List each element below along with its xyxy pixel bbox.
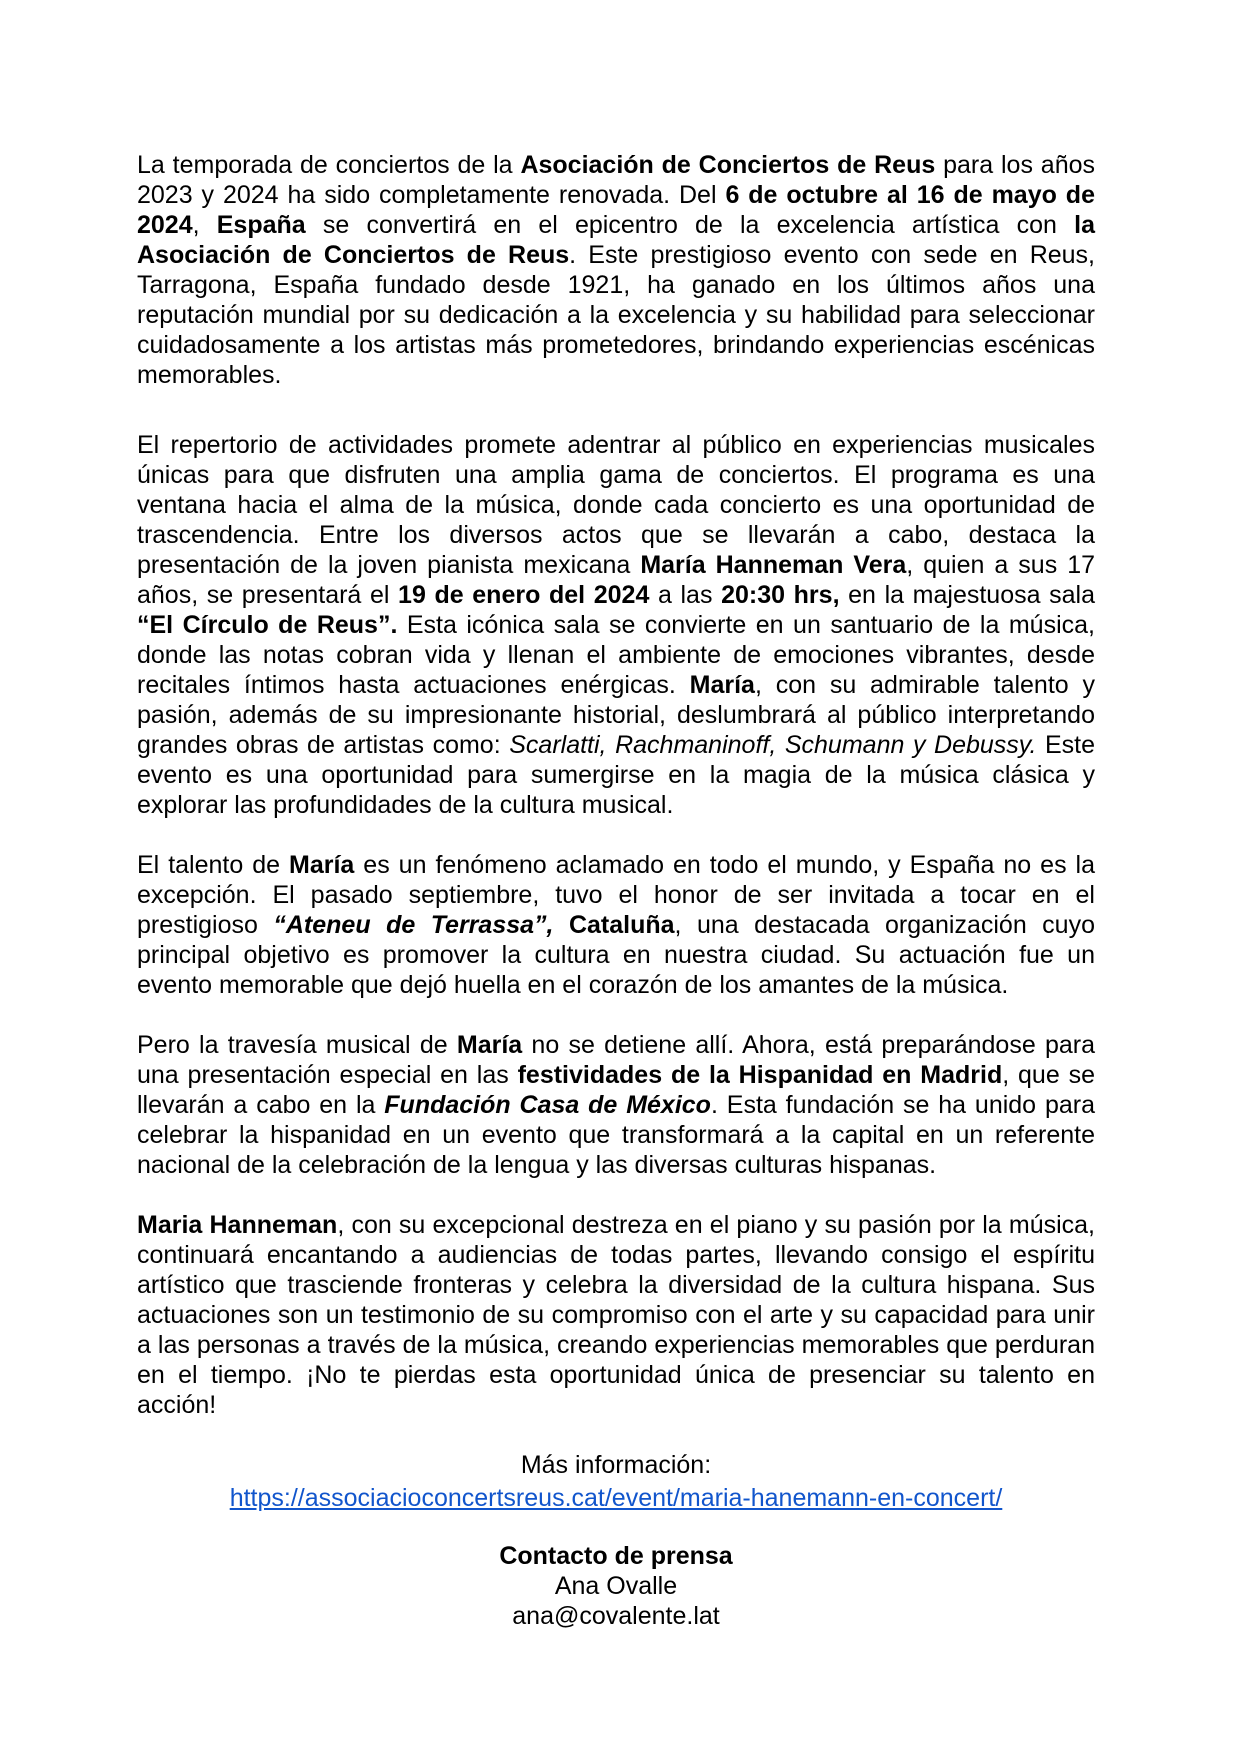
paragraph-repertoire-concert bbox=[137, 430, 1095, 820]
text-run: es un fenómeno aclamado en todo el mundo, y España no es la excepción. El pasado septiembre, tuvo el honor de ser invitada a tocar en el prestigioso bbox=[137, 851, 1096, 939]
text-run: Cataluña bbox=[568, 911, 675, 939]
more-info-link[interactable]: https://associacioconcertsreus.cat/event/maria-hanemann-en-concert/ bbox=[229, 1484, 1003, 1512]
text-run: Esta icónica sala se convierte en un santuario de la música, donde las notas cobran vida y llenan el ambiente de emociones vibrantes, desde recitales íntimos hasta actuaciones enérgicas. bbox=[137, 611, 1095, 699]
more-info-label: Más información: bbox=[520, 1451, 712, 1479]
text-run: Maria Hanneman bbox=[137, 1211, 338, 1239]
text-run: “Ateneu de Terrassa”, bbox=[273, 911, 554, 939]
text-run: La temporada de conciertos de la bbox=[137, 151, 521, 179]
text-run: María bbox=[689, 671, 755, 699]
text-run: festividades de la Hispanidad en Madrid bbox=[517, 1061, 1003, 1089]
paragraph-maria-talent bbox=[137, 850, 1095, 1000]
text-run: . Este prestigioso evento con sede en Reus, Tarragona, España fundado desde 1921, ha ganado en los últimos años una reputación mundial por su dedicación a la excelencia y su habilidad para seleccionar cuidadosamente a los artistas más prometedores, brindando experiencias escénicas memorables. bbox=[137, 241, 1096, 389]
text-run: , quien a sus 17 años, se presentará el bbox=[137, 551, 1095, 609]
text-run: Asociación de Conciertos de Reus bbox=[520, 151, 936, 179]
text-run: El talento de bbox=[137, 851, 290, 879]
text-run: , con su admirable talento y pasión, además de su impresionante historial, deslumbrará al público interpretando grandes obras de artistas como: bbox=[137, 671, 1095, 759]
text-run: Pero la travesía musical de bbox=[137, 1031, 457, 1059]
text-run: María bbox=[456, 1031, 523, 1059]
text-run: , bbox=[192, 211, 217, 239]
text-run: “El Círculo de Reus”. bbox=[137, 611, 398, 639]
footer bbox=[137, 1450, 1095, 1631]
document-content bbox=[137, 150, 1095, 1631]
text-run: 19 de enero del 2024 bbox=[398, 581, 650, 609]
text-run: España bbox=[216, 211, 306, 239]
text-run: 20:30 hrs, bbox=[721, 581, 840, 609]
text-run: , con su excepcional destreza en el piano y su pasión por la música, continuará encantando a audiencias de todas partes, llevando consigo el espíritu artístico que trasciende fronteras y celebra la diversidad de la cultura hispana. Sus actuaciones son un testimonio de su compromiso con el arte y su capacidad para unir a las personas a través de la música, creando experiencias memorables que perduran en el tiempo. ¡No te pierdas esta oportunidad única de presenciar su talento en acción! bbox=[137, 1211, 1096, 1419]
text-run: la Asociación de Conciertos de Reus bbox=[137, 211, 1095, 269]
text-run: , una destacada organización cuyo principal objetivo es promover la cultura en nuestra ciudad. Su actuación fue un evento memorable que dejó huella en el corazón de los amantes de la música. bbox=[137, 911, 1095, 999]
paragraph-hispanidad-madrid bbox=[137, 1030, 1095, 1180]
text-run: El repertorio de actividades promete adentrar al público en experiencias musicales únicas para que disfruten una amplia gama de conciertos. El programa es una ventana hacia el alma de la música, donde cada concierto es una oportunidad de trascendencia. Entre los diversos actos que se llevarán a cabo, destaca la presentación de la joven pianista mexicana bbox=[137, 431, 1095, 579]
press-contact-heading: Contacto de prensa bbox=[499, 1542, 733, 1570]
text-run bbox=[553, 911, 568, 939]
text-run: María Hanneman Vera bbox=[640, 551, 907, 579]
paragraph-season-announcement bbox=[137, 150, 1095, 390]
text-run: en la majestuosa sala bbox=[839, 581, 1095, 609]
paragraph-closing bbox=[137, 1210, 1095, 1420]
more-info-link-line bbox=[137, 1483, 1095, 1513]
text-run: Fundación Casa de México bbox=[384, 1091, 711, 1119]
text-run: Este evento es una oportunidad para sumergirse en la magia de la música clásica y explorar las profundidades de la cultura musical. bbox=[137, 731, 1095, 819]
contact-email: ana@covalente.lat bbox=[512, 1602, 720, 1630]
text-run: no se detiene allí. Ahora, está preparándose para una presentación especial en las bbox=[137, 1031, 1095, 1089]
text-run: 6 de octubre al 16 de mayo de 2024 bbox=[137, 181, 1095, 239]
text-run: , que se llevarán a cabo en la bbox=[137, 1061, 1095, 1119]
text-run: a las bbox=[649, 581, 722, 609]
text-run: María bbox=[289, 851, 355, 879]
contact-name: Ana Ovalle bbox=[554, 1572, 678, 1600]
text-run: Scarlatti, Rachmaninoff, Schumann y Debussy. bbox=[509, 731, 1037, 759]
text-run: se convertirá en el epicentro de la excelencia artística con bbox=[305, 211, 1075, 239]
text-run: . Esta fundación se ha unido para celebrar la hispanidad en un evento que transformará a la capital en un referente nacional de la celebración de la lengua y las diversas culturas hispanas. bbox=[137, 1091, 1095, 1179]
text-run: para los años 2023 y 2024 ha sido completamente renovada. Del bbox=[137, 151, 1096, 209]
